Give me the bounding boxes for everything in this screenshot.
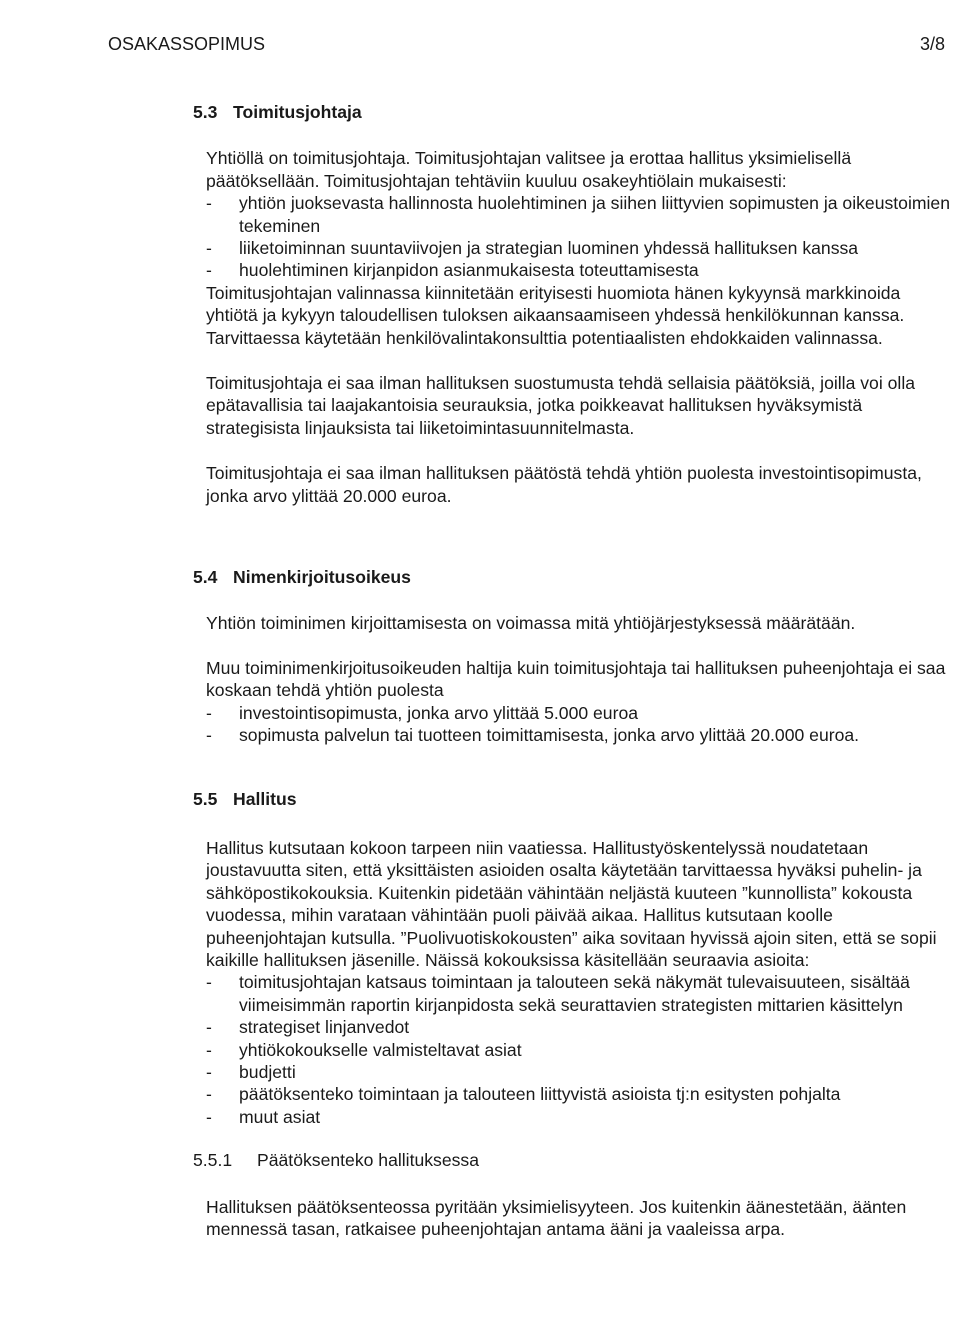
section-heading-5-3 [193, 101, 956, 123]
page-number: 3/8 [920, 34, 946, 54]
list-item: - toimitusjohtajan katsaus toimintaan ja talouteen sekä näkymät tulevaisuuteen, sisältää viimeisimmän raportin kirjanpidosta sekä seurattavien strategisten mittarien käsittelyn [206, 971, 956, 1016]
document-body [193, 101, 956, 1240]
section-number: 5.4 [193, 567, 218, 588]
paragraph: Muu toiminimenkirjoitusoikeuden haltija kuin toimitusjohtaja tai hallituksen puheenjohtaja ei saa koskaan tehdä yhtiön puolesta [206, 657, 946, 701]
paragraph: Toimitusjohtaja ei saa ilman hallituksen suostumusta tehdä sellaisia päätöksiä, joilla voi olla epätavallisia tai laajakantoisia seurauksia, jotka poikkeavat hallituksen hyväksymistä strategisista linjauksista tai liiketoimintasuunnitelmasta. [206, 373, 916, 438]
list-item: - investointisopimusta, jonka arvo ylittää 5.000 euroa [206, 702, 956, 724]
bullet-list [206, 192, 956, 282]
list-item: - liiketoiminnan suuntaviivojen ja strategian luominen yhdessä hallituksen kanssa [206, 237, 956, 259]
document-title: OSAKASSOPIMUS [108, 34, 266, 54]
bullet-list [206, 702, 956, 747]
section-number: 5.3 [193, 102, 218, 122]
section-title: Toimitusjohtaja [233, 102, 362, 122]
paragraph: Hallituksen päätöksenteossa pyritään yksimielisyyteen. Jos kuitenkin äänestetään, äänten mennessä tasan, ratkaisee puheenjohtajan antama ääni ja vaaleissa arpa. [206, 1196, 907, 1240]
paragraph: Toimitusjohtajan valinnassa kiinnitetään erityisesti huomiota hänen kykyynsä markkinoida yhtiötä ja kykyyn taloudellisen tuloksen aikaansaamiseen yhdessä henkilökunnan kanssa. Tarvittaessa käytetään henkilövalintakonsulttia potentiaalisten ehdokkaiden valinnassa. [206, 282, 905, 348]
list-item: - strategiset linjanvedot [206, 1016, 956, 1038]
bullet-list [206, 971, 956, 1128]
section-heading-5-4 [193, 566, 956, 588]
list-item: - budjetti [206, 1061, 956, 1083]
section-number: 5.5.1 [193, 1150, 233, 1171]
section-title: Päätöksenteko hallituksessa [257, 1150, 480, 1171]
list-item: - sopimusta palvelun tai tuotteen toimittamisesta, jonka arvo ylittää 20.000 euroa. [206, 724, 956, 746]
list-item: - päätöksenteko toimintaan ja talouteen liittyvistä asioista tj:n esitysten pohjalta [206, 1083, 956, 1105]
subsection-heading-5-5-1 [193, 1149, 956, 1171]
list-item: - yhtiön juoksevasta hallinnosta huolehtiminen ja siihen liittyvien sopimusten ja oikeustoimien tekeminen [206, 192, 956, 237]
section-number: 5.5 [193, 788, 218, 809]
section-heading-5-5 [193, 788, 956, 810]
list-item: - huolehtiminen kirjanpidon asianmukaisesta toteuttamisesta [206, 259, 956, 281]
section-title: Hallitus [233, 788, 297, 809]
section-title: Nimenkirjoitusoikeus [233, 567, 411, 588]
paragraph: Toimitusjohtaja ei saa ilman hallituksen päätöstä tehdä yhtiön puolesta investointisopimusta, jonka arvo ylittää 20.000 euroa. [206, 463, 922, 506]
paragraph: Yhtiön toiminimen kirjoittamisesta on voimassa mitä yhtiöjärjestyksessä määrätään. [206, 612, 856, 633]
list-item: - yhtiökokoukselle valmisteltavat asiat [206, 1039, 956, 1061]
paragraph: Hallitus kutsutaan kokoon tarpeen niin vaatiessa. Hallitustyöskentelyssä noudatetaan joustavuutta siten, että yksittäisten asioiden osalta käytetään tarvittaessa hyväksi puhelin- ja sähköpostikokouksia. Kuitenkin pidetään vähintään neljästä kuuteen ”kunnollista” kokousta vuodessa, mihin varataan vähintään puoli päivää aikaa. Hallitus kutsutaan koolle puheenjohtajan kutsulla. ”Puolivuotiskokousten” aika sovitaan hyvissä ajoin siten, että se sopii kaikille hallituksen jäsenille. Näissä kokouksissa käsitellään seuraavia asioita: [206, 837, 937, 970]
list-item: - muut asiat [206, 1106, 956, 1128]
paragraph: Yhtiöllä on toimitusjohtaja. Toimitusjohtajan valitsee ja erottaa hallitus yksimielisellä päätöksellään. Toimitusjohtajan tehtäviin kuuluu osakeyhtiölain mukaisesti: [206, 148, 852, 191]
